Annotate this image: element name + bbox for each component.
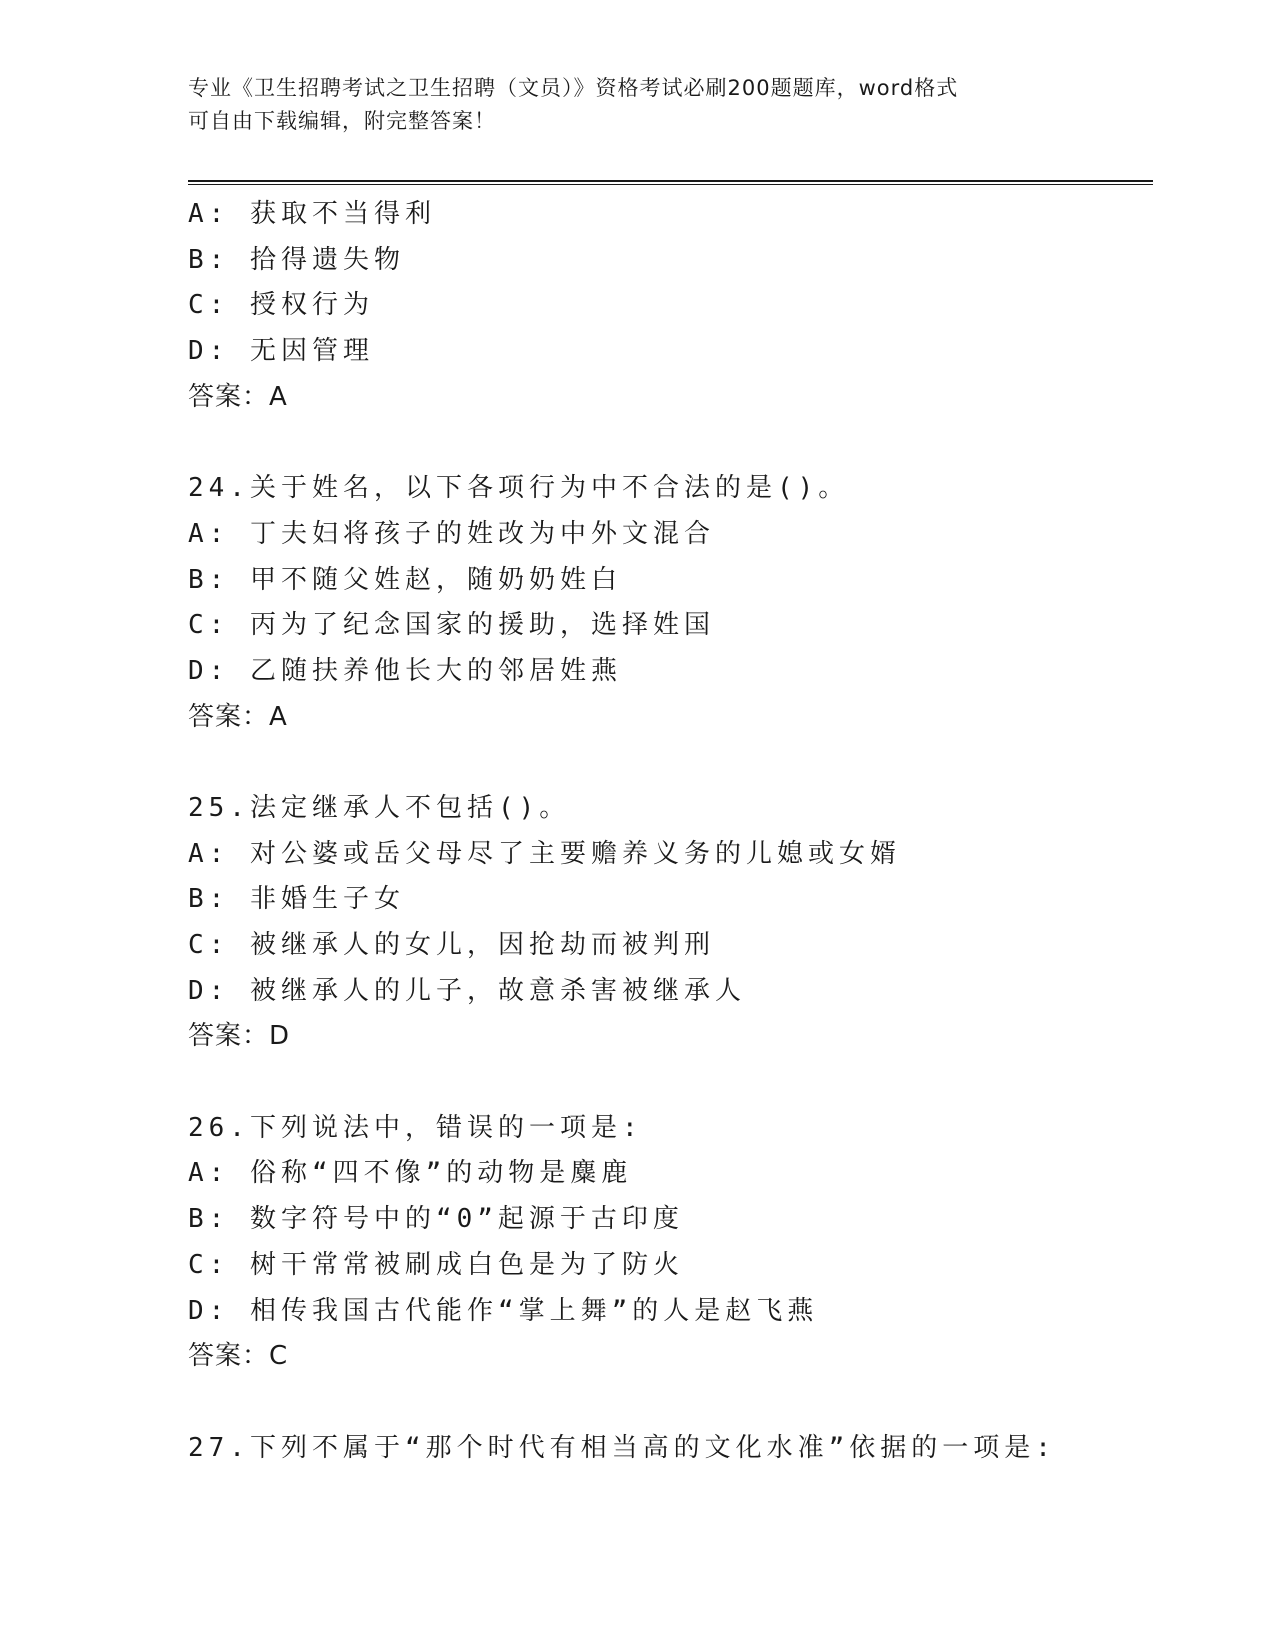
option-d: D: 无因管理 xyxy=(188,336,374,367)
header-line-1: 专业《卫生招聘考试之卫生招聘（文员）》资格考试必刷200题题库，word格式 xyxy=(188,76,959,100)
question-text: 26.下列说法中，错误的一项是: xyxy=(188,1112,643,1143)
question-text: 25.法定继承人不包括()。 xyxy=(188,792,571,823)
header-divider-thick xyxy=(188,180,1153,182)
question-24 xyxy=(188,466,1153,740)
option-d: D: 相传我国古代能作“掌上舞”的人是赵飞燕 xyxy=(188,1295,819,1326)
option-d: D: 被继承人的儿子，故意杀害被继承人 xyxy=(188,975,746,1006)
question-list xyxy=(188,192,1153,1471)
spacer xyxy=(188,420,1153,466)
option-b: B: 数字符号中的“0”起源于古印度 xyxy=(188,1204,684,1235)
option-c: C: 被继承人的女儿，因抢劫而被判刑 xyxy=(188,930,715,960)
answer: 答案：C xyxy=(188,1341,289,1372)
option-a: A: 获取不当得利 xyxy=(188,199,436,229)
answer: 答案：A xyxy=(188,381,288,412)
header-line-2: 可自由下载编辑，附完整答案！ xyxy=(188,109,496,133)
header-divider-thin xyxy=(188,184,1153,185)
option-b: B: 甲不随父姓赵，随奶奶姓白 xyxy=(188,564,622,595)
question-27 xyxy=(188,1426,1153,1472)
option-a: A: 对公婆或岳父母尽了主要赡养义务的儿媳或女婿 xyxy=(188,838,901,869)
option-d: D: 乙随扶养他长大的邻居姓燕 xyxy=(188,655,622,686)
option-a: A: 俗称“四不像”的动物是麋鹿 xyxy=(188,1158,633,1189)
spacer xyxy=(188,740,1153,786)
option-b: B: 拾得遗失物 xyxy=(188,244,405,275)
option-c: C: 授权行为 xyxy=(188,290,374,321)
document-header xyxy=(188,72,1068,138)
answer: 答案：D xyxy=(188,1021,291,1052)
spacer xyxy=(188,1380,1153,1426)
question-23 xyxy=(188,192,1153,420)
option-c: C: 丙为了纪念国家的援助，选择姓国 xyxy=(188,610,715,641)
answer: 答案：A xyxy=(188,701,288,732)
question-text: 24.关于姓名，以下各项行为中不合法的是()。 xyxy=(188,473,850,504)
option-c: C: 树干常常被刷成白色是为了防火 xyxy=(188,1249,684,1280)
question-text: 27.下列不属于“那个时代有相当高的文化水准”依据的一项是: xyxy=(188,1432,1056,1463)
question-26 xyxy=(188,1106,1153,1380)
option-a: A: 丁夫妇将孩子的姓改为中外文混合 xyxy=(188,518,715,549)
question-25 xyxy=(188,786,1153,1060)
option-b: B: 非婚生子女 xyxy=(188,884,405,915)
spacer xyxy=(188,1060,1153,1106)
